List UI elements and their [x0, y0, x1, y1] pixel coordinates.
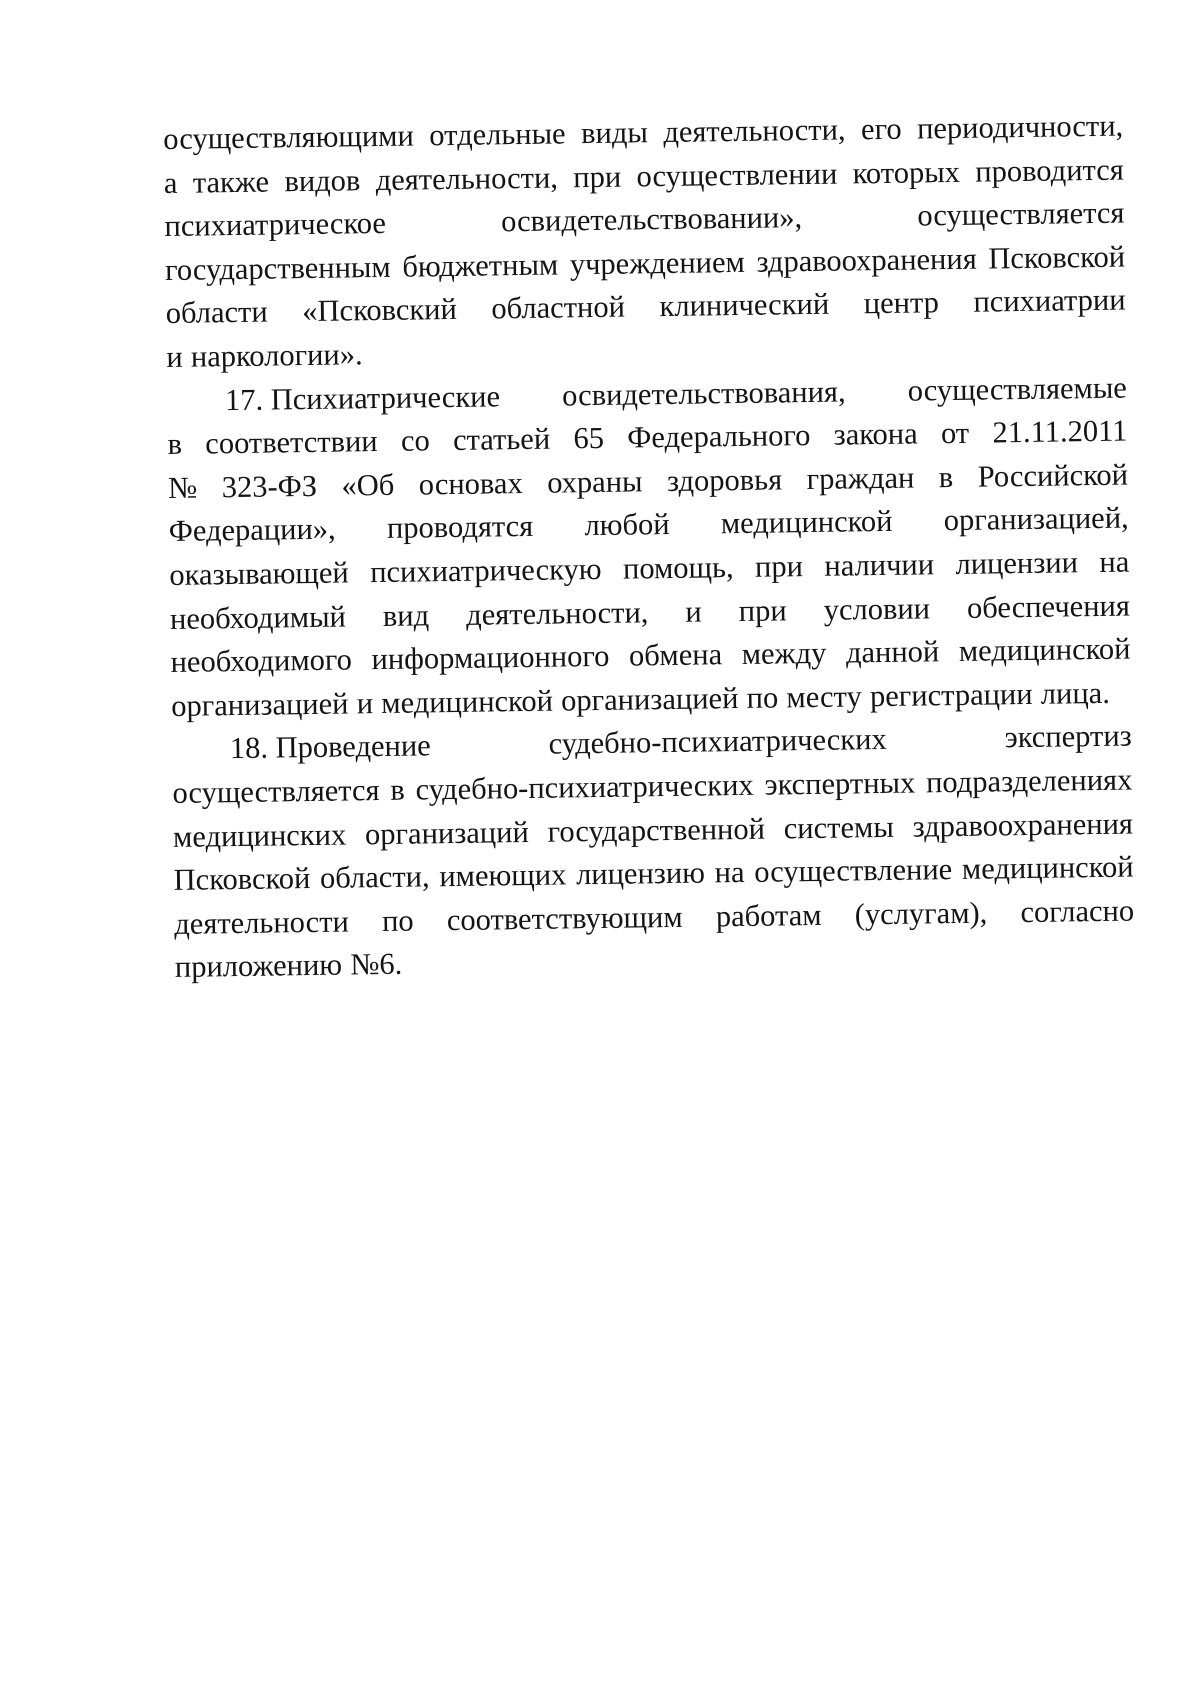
word: отдельные [429, 116, 566, 153]
word: «Об [341, 467, 395, 503]
word: освидетельствовании», [500, 200, 803, 239]
word: 65 [573, 421, 605, 456]
word: в [390, 772, 405, 807]
word: судебно-психиатрических [415, 767, 754, 807]
word: виды [580, 115, 649, 151]
paragraph-item-18 [172, 715, 1136, 990]
word: учреждением [569, 244, 746, 282]
word: №6. [350, 947, 403, 982]
word: со [400, 423, 430, 458]
word: Псковской [988, 239, 1126, 276]
word: медицинской [720, 504, 893, 541]
paragraph-continuation [163, 105, 1127, 380]
word: работам [715, 897, 822, 934]
word: медицинской [958, 631, 1131, 669]
word: а [163, 165, 178, 200]
word: необходимый [169, 599, 347, 636]
word: области, [319, 859, 430, 895]
word: обмена [628, 637, 723, 673]
word: осуществление [754, 852, 953, 889]
word: его [860, 111, 902, 147]
word: данной [845, 634, 940, 670]
word: осуществляется [172, 772, 380, 810]
word: между [741, 635, 827, 672]
word: области [165, 294, 268, 331]
word: имеющих [439, 857, 567, 894]
word: организацией [170, 686, 349, 723]
word: государственной [547, 811, 766, 849]
word: Псковской [173, 861, 311, 898]
word: лицензию [575, 855, 706, 892]
word: и [685, 594, 702, 629]
word: периодичности, [916, 108, 1124, 146]
word: психиатрическое [164, 206, 387, 244]
word: на [714, 855, 745, 890]
word: условии [823, 590, 931, 627]
word: вид [382, 597, 430, 633]
word: экспертиз [1004, 718, 1132, 755]
word: при [754, 549, 804, 584]
word: помощь, [622, 550, 734, 586]
word: регистрации [869, 676, 1033, 713]
word: в [938, 459, 954, 494]
word: 18. Проведение [229, 728, 431, 766]
word: осуществляющими [163, 118, 415, 156]
word: областной [491, 289, 626, 326]
word: проводится [975, 152, 1124, 189]
word: соответствующим [446, 899, 683, 937]
word: деятельности, [663, 112, 846, 150]
word: экспертных [764, 765, 916, 802]
word: приложению [174, 947, 343, 985]
word: 323-ФЗ [221, 468, 318, 504]
paragraph-item-17 [167, 366, 1132, 728]
word: и [166, 339, 183, 374]
word: проводятся [386, 509, 534, 546]
word: на [1099, 544, 1130, 579]
word: обеспечения [966, 588, 1131, 625]
word: системы [783, 809, 895, 845]
word: любой [584, 507, 670, 543]
word: центр [863, 285, 940, 321]
word: № [167, 470, 198, 505]
word: бюджетным [402, 247, 559, 284]
word: психиатрическую [369, 551, 602, 590]
word: организацией, [943, 500, 1129, 538]
word: подразделениях [925, 762, 1133, 800]
word: в [167, 426, 183, 462]
word: здравоохранения [756, 241, 977, 279]
word: медицинской [961, 849, 1134, 887]
word: 21.11.2011 [992, 413, 1128, 450]
word: организаций [364, 814, 529, 851]
word: информационного [371, 638, 610, 677]
word: также [192, 164, 270, 200]
word: при [573, 159, 622, 194]
word: Федерации», [168, 511, 336, 549]
word: осуществлении [636, 156, 838, 193]
word: оказывающей [169, 555, 349, 592]
word: по [746, 680, 779, 715]
word: лицензии [955, 545, 1079, 581]
word: месту [786, 679, 862, 715]
word: 17. Психиатрические [224, 378, 501, 417]
word: медицинских [172, 817, 347, 854]
word: лица. [1040, 675, 1111, 711]
word: осуществляется [917, 195, 1125, 233]
word: медицинской [381, 683, 554, 720]
word: по [381, 903, 414, 938]
word: согласно [1020, 893, 1135, 929]
word: деятельности [174, 904, 350, 941]
word: осуществляемые [907, 370, 1128, 408]
word: закона [833, 416, 918, 452]
word: клинический [659, 287, 830, 324]
word: здравоохранения [912, 806, 1134, 844]
word: наркологии». [190, 337, 363, 374]
word: от [940, 415, 970, 451]
word: граждан [806, 460, 915, 496]
word: психиатрии [973, 282, 1126, 320]
word: статьей [452, 421, 551, 458]
word: деятельности, [375, 160, 559, 197]
word: деятельности, [465, 594, 649, 632]
word: при [738, 592, 787, 628]
word: Российской [977, 457, 1129, 494]
word: необходимого [170, 642, 353, 680]
word: здоровья [666, 462, 783, 498]
word: охраны [546, 464, 643, 500]
document-body [163, 105, 1135, 990]
word: государственным [164, 249, 391, 287]
word: видов [284, 162, 361, 198]
word: организацией [560, 680, 739, 718]
word: Федерального [627, 418, 811, 455]
word: соответствии [205, 424, 378, 461]
word: судебно-психиатрических [548, 722, 887, 761]
word: наличии [824, 547, 935, 583]
word: основах [418, 465, 523, 502]
word: «Псковский [302, 292, 458, 329]
word: и [356, 685, 374, 721]
word: которых [852, 154, 961, 190]
word: (услугам), [854, 895, 988, 932]
word: освидетельствования, [561, 374, 846, 413]
